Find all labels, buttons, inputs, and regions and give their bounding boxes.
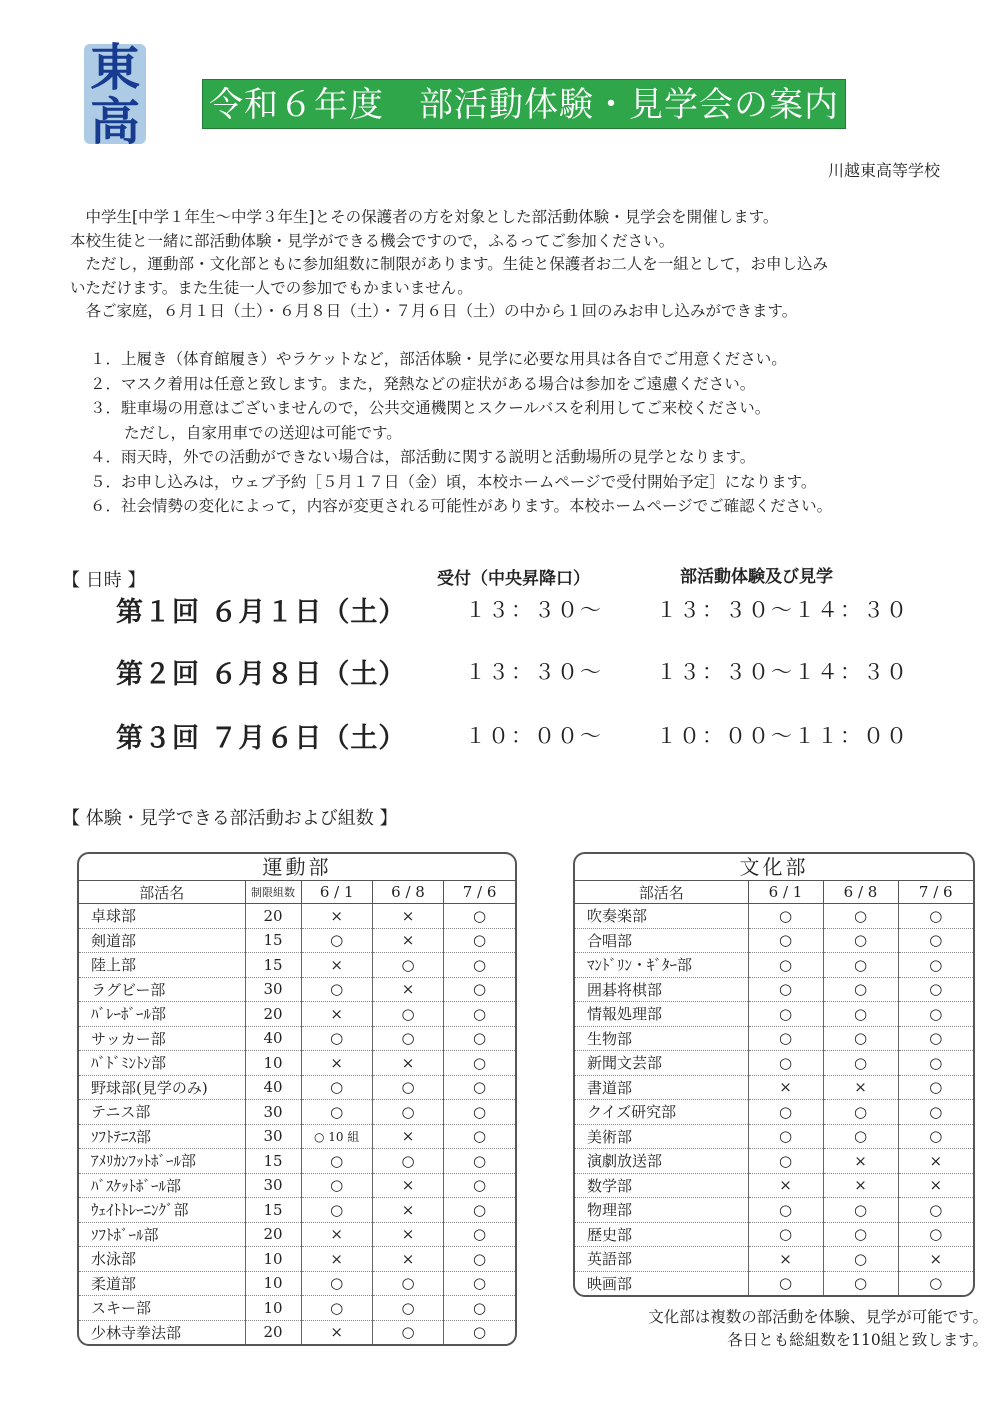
table-cell: ○ bbox=[444, 1149, 515, 1174]
table-cell: × bbox=[748, 1075, 823, 1100]
sports-clubs-table bbox=[77, 852, 517, 1346]
table-cell: 10 bbox=[245, 1247, 301, 1272]
club-name: ﾏﾝﾄﾞﾘﾝ・ｷﾞﾀｰ部 bbox=[575, 953, 748, 978]
table-cell: ○ bbox=[823, 1124, 898, 1149]
table-cell: × bbox=[748, 1247, 823, 1272]
table-cell: ○ bbox=[444, 1271, 515, 1296]
reception-time: １３：３０～ bbox=[465, 598, 603, 622]
table-row bbox=[575, 904, 973, 929]
table-cell: ○ bbox=[748, 904, 823, 929]
table-row bbox=[575, 977, 973, 1002]
note-item: １．上履き（体育館履き）やラケットなど，部活体験・見学に必要な用具は各自でご用意ください。 bbox=[90, 350, 787, 368]
logo-char-top: 東 bbox=[90, 39, 140, 97]
table-cell: × bbox=[301, 1222, 372, 1247]
table-cell: × bbox=[301, 904, 372, 929]
schedule-heading: 【 日時 】 bbox=[62, 570, 146, 591]
club-name: 陸上部 bbox=[79, 953, 245, 978]
table-row bbox=[79, 977, 515, 1002]
column-header: 部活名 bbox=[575, 881, 748, 904]
table-cell: 30 bbox=[245, 1173, 301, 1198]
club-name: 少林寺拳法部 bbox=[91, 1323, 182, 1342]
schedule-date: 第２回 ６月８日（土） bbox=[116, 659, 407, 690]
club-name: 吹奏楽部 bbox=[575, 904, 748, 929]
club-name: 囲碁将棋部 bbox=[575, 977, 748, 1002]
school-logo bbox=[76, 38, 154, 150]
club-name: 生物部 bbox=[575, 1026, 748, 1051]
intro-line: ただし，運動部・文化部ともに参加組数に制限があります。生徒と保護者お二人を一組として，お申し込み bbox=[70, 255, 828, 273]
table-cell: 10 bbox=[245, 1271, 301, 1296]
table-cell: ○ bbox=[748, 1271, 823, 1295]
table-cell: ○ bbox=[748, 1051, 823, 1076]
club-name: テニス部 bbox=[79, 1100, 245, 1125]
intro-line: いただけます。また生徒一人での参加でもかまいません。 bbox=[70, 278, 473, 297]
schedule-date: 第１回 ６月１日（土） bbox=[116, 597, 407, 628]
table-cell: ○ bbox=[444, 1198, 515, 1223]
table-cell: ○ bbox=[898, 1075, 973, 1100]
table-cell: ○ bbox=[301, 1296, 372, 1321]
table-cell: ○ bbox=[823, 1271, 898, 1295]
table-cell: 20 bbox=[245, 1320, 301, 1344]
table-row bbox=[79, 1296, 515, 1321]
club-name: ｱﾒﾘｶﾝﾌｯﾄﾎﾞｰﾙ部 bbox=[79, 1149, 245, 1174]
table-cell: × bbox=[301, 1002, 372, 1027]
school-name: 川越東高等学校 bbox=[827, 161, 940, 180]
table-cell: 30 bbox=[245, 1124, 301, 1149]
intro-line: 本校生徒と一緒に部活動体験・見学ができる機会ですので，ふるってご参加ください。 bbox=[70, 231, 675, 250]
table-row bbox=[575, 1271, 973, 1295]
club-name: 剣道部 bbox=[79, 928, 245, 953]
table-cell: ○ bbox=[823, 1247, 898, 1272]
table-cell: ○ bbox=[444, 1320, 515, 1344]
table-cell: ○ bbox=[372, 953, 443, 978]
table-row bbox=[575, 1173, 973, 1198]
table-cell: 15 bbox=[245, 953, 301, 978]
table-cell: ○ bbox=[372, 1296, 443, 1321]
table-cell: 10 bbox=[245, 1296, 301, 1321]
table-cell: ○ bbox=[372, 1002, 443, 1027]
club-name: 卓球部 bbox=[79, 904, 245, 929]
club-name: クイズ研究部 bbox=[575, 1100, 748, 1125]
table-cell: ○ bbox=[823, 1026, 898, 1051]
schedule-date: 第３回 ７月６日（土） bbox=[116, 723, 407, 754]
club-name: ﾊﾞﾄﾞﾐﾝﾄﾝ部 bbox=[79, 1051, 245, 1076]
table-cell: × bbox=[372, 1173, 443, 1198]
sports-table-title: 運動部 bbox=[79, 854, 515, 881]
table-cell: ○ bbox=[301, 1100, 372, 1125]
table-cell: ○ bbox=[444, 977, 515, 1002]
table-cell: ○ bbox=[748, 1222, 823, 1247]
table-row bbox=[575, 1124, 973, 1149]
table-cell: ○ bbox=[898, 1222, 973, 1247]
schedule-row bbox=[0, 590, 1000, 630]
table-cell: ○ bbox=[444, 1247, 515, 1272]
reception-time: １０：００～ bbox=[465, 724, 603, 748]
table-cell: ○ bbox=[823, 1100, 898, 1125]
table-cell: × bbox=[748, 1173, 823, 1198]
note-item: ３．駐車場の用意はございませんので，公共交通機関とスクールバスを利用してご来校ください。 bbox=[90, 399, 771, 417]
activity-time: １３：３０～１４：３０ bbox=[656, 660, 909, 684]
intro-line: 中学生[中学１年生～中学３年生]とその保護者の方を対象とした部活動体験・見学会を開催します。 bbox=[70, 208, 779, 226]
club-name: ｿﾌﾄﾃﾆｽ部 bbox=[79, 1124, 245, 1149]
table-row bbox=[79, 1026, 515, 1051]
table-cell: × bbox=[823, 1149, 898, 1174]
table-cell: × bbox=[372, 977, 443, 1002]
table-cell: × bbox=[301, 1320, 372, 1344]
table-cell: ○ bbox=[823, 1198, 898, 1223]
table-cell: ○ bbox=[823, 1051, 898, 1076]
schedule-row bbox=[0, 716, 1000, 756]
table-row bbox=[79, 1247, 515, 1272]
table-cell: 20 bbox=[245, 1002, 301, 1027]
table-cell: ○ bbox=[898, 1271, 973, 1295]
clubs-heading: 【 体験・見学できる部活動および組数 】 bbox=[62, 808, 398, 829]
table-cell: ○ bbox=[898, 1026, 973, 1051]
table-cell: × bbox=[372, 1198, 443, 1223]
column-header: 7 / 6 bbox=[444, 881, 515, 904]
table-cell: ○ bbox=[301, 1198, 372, 1223]
table-cell: 40 bbox=[245, 1075, 301, 1100]
table-cell: ○ bbox=[444, 1173, 515, 1198]
table-cell: ○ bbox=[301, 1149, 372, 1174]
column-header: 6 / 8 bbox=[372, 881, 443, 904]
table-row bbox=[575, 1198, 973, 1223]
table-cell: ○ bbox=[898, 904, 973, 929]
table-cell: ○ bbox=[301, 977, 372, 1002]
activity-time: １０：００～１１：００ bbox=[656, 724, 909, 748]
table-cell: ○ bbox=[748, 1124, 823, 1149]
table-cell: ○ bbox=[372, 1075, 443, 1100]
club-name: ﾊﾞﾚｰﾎﾞｰﾙ部 bbox=[79, 1002, 245, 1027]
table-cell: ○ bbox=[444, 1296, 515, 1321]
table-cell: ○ bbox=[372, 1149, 443, 1174]
club-name: 映画部 bbox=[587, 1274, 633, 1293]
club-name: 美術部 bbox=[575, 1124, 748, 1149]
intro-text bbox=[70, 206, 945, 324]
culture-table-grid bbox=[575, 881, 973, 1295]
table-cell: 20 bbox=[245, 1222, 301, 1247]
club-name: 英語部 bbox=[575, 1247, 748, 1272]
intro-line: 各ご家庭，６月１日（土）・６月８日（土）・７月６日（土）の中から１回のみお申し込みができます。 bbox=[70, 302, 798, 320]
table-cell: ○ bbox=[444, 1026, 515, 1051]
column-header: 制限組数 bbox=[245, 881, 301, 904]
table-cell: × bbox=[301, 953, 372, 978]
table-row bbox=[79, 1198, 515, 1223]
table-cell: ○ bbox=[444, 1124, 515, 1149]
club-name: 柔道部 bbox=[79, 1271, 245, 1296]
club-name: 演劇放送部 bbox=[575, 1149, 748, 1174]
club-name: ｿﾌﾄﾎﾞｰﾙ部 bbox=[79, 1222, 245, 1247]
table-row bbox=[79, 1124, 515, 1149]
table-cell: ○ bbox=[748, 953, 823, 978]
table-cell: × bbox=[372, 1124, 443, 1149]
column-header: 部活名 bbox=[79, 881, 245, 904]
table-cell: ○ bbox=[444, 928, 515, 953]
schedule-row bbox=[0, 652, 1000, 692]
table-cell: ○ bbox=[898, 928, 973, 953]
table-cell: 40 bbox=[245, 1026, 301, 1051]
table-cell: ○ bbox=[823, 953, 898, 978]
table-cell: × bbox=[301, 1051, 372, 1076]
activity-column-header: 部活動体験及び見学 bbox=[680, 567, 833, 587]
club-name: ﾊﾞｽｹｯﾄﾎﾞｰﾙ部 bbox=[79, 1173, 245, 1198]
table-cell: × bbox=[898, 1247, 973, 1272]
page-title: 令和６年度 部活動体験・見学会の案内 bbox=[202, 79, 846, 129]
table-cell: ○ bbox=[301, 1075, 372, 1100]
culture-clubs-table bbox=[573, 852, 975, 1297]
table-cell: × bbox=[301, 1247, 372, 1272]
table-cell: × bbox=[823, 1075, 898, 1100]
table-cell: × bbox=[898, 1149, 973, 1174]
club-name: 野球部(見学のみ) bbox=[79, 1075, 245, 1100]
table-cell: ○ bbox=[301, 928, 372, 953]
table-cell: ○ bbox=[301, 1173, 372, 1198]
table-row bbox=[79, 1222, 515, 1247]
club-name: 新聞文芸部 bbox=[575, 1051, 748, 1076]
table-cell: × bbox=[372, 1222, 443, 1247]
table-cell: ○ bbox=[823, 977, 898, 1002]
table-cell: ○ bbox=[372, 1100, 443, 1125]
club-name: 情報処理部 bbox=[575, 1002, 748, 1027]
note-item: ５．お申し込みは，ウェブ予約［５月１７日（金）頃，本校ホームページで受付開始予定］になります。 bbox=[90, 472, 817, 491]
note-item: ただし，自家用車での送迎は可能です。 bbox=[124, 423, 402, 442]
table-cell: ○ bbox=[301, 1271, 372, 1296]
table-cell: ○ bbox=[823, 928, 898, 953]
column-header: 6 / 1 bbox=[748, 881, 823, 904]
table-row bbox=[575, 1026, 973, 1051]
sports-table-grid bbox=[79, 881, 515, 1344]
table-row bbox=[575, 928, 973, 953]
footnote-line: 各日とも総組数を110組と致します。 bbox=[727, 1331, 988, 1349]
activity-time: １３：３０～１４：３０ bbox=[656, 598, 909, 622]
club-name: 水泳部 bbox=[79, 1247, 245, 1272]
table-cell: ○ bbox=[748, 928, 823, 953]
club-name: スキー部 bbox=[79, 1296, 245, 1321]
footnote-line: 文化部は複数の部活動を体験、見学が可能です。 bbox=[648, 1308, 988, 1326]
table-cell: ○ bbox=[898, 953, 973, 978]
table-row bbox=[79, 904, 515, 929]
club-name: 物理部 bbox=[575, 1198, 748, 1223]
table-row bbox=[575, 1149, 973, 1174]
table-cell: ○ bbox=[748, 1002, 823, 1027]
table-cell: ○ bbox=[823, 1222, 898, 1247]
table-row bbox=[79, 1051, 515, 1076]
table-cell: ○ 10 組 bbox=[301, 1124, 372, 1149]
note-item: ６．社会情勢の変化によって，内容が変更される可能性があります。本校ホームページでご確認ください。 bbox=[90, 497, 833, 515]
table-cell: 10 bbox=[245, 1051, 301, 1076]
table-row bbox=[79, 1002, 515, 1027]
table-cell: × bbox=[372, 1051, 443, 1076]
table-cell: ○ bbox=[748, 1198, 823, 1223]
note-item: ２．マスク着用は任意と致します。また，発熱などの症状がある場合は参加をご遠慮ください。 bbox=[90, 374, 756, 393]
table-row bbox=[575, 1051, 973, 1076]
table-cell: ○ bbox=[372, 1320, 443, 1344]
table-cell: ○ bbox=[823, 904, 898, 929]
table-row bbox=[575, 1100, 973, 1125]
club-name: 書道部 bbox=[575, 1075, 748, 1100]
table-row bbox=[575, 1075, 973, 1100]
table-cell: ○ bbox=[823, 1002, 898, 1027]
table-cell: × bbox=[372, 904, 443, 929]
table-cell: ○ bbox=[372, 1026, 443, 1051]
club-name: ラグビー部 bbox=[79, 977, 245, 1002]
table-cell: ○ bbox=[748, 1026, 823, 1051]
table-cell: 15 bbox=[245, 1149, 301, 1174]
table-cell: ○ bbox=[444, 904, 515, 929]
club-name: 歴史部 bbox=[575, 1222, 748, 1247]
table-cell: ○ bbox=[748, 1149, 823, 1174]
table-cell: 15 bbox=[245, 1198, 301, 1223]
table-row bbox=[575, 953, 973, 978]
table-row bbox=[575, 1222, 973, 1247]
table-cell: ○ bbox=[748, 977, 823, 1002]
table-cell: 30 bbox=[245, 1100, 301, 1125]
table-cell: × bbox=[372, 1247, 443, 1272]
table-cell: ○ bbox=[444, 953, 515, 978]
table-cell: ○ bbox=[748, 1100, 823, 1125]
club-name: 数学部 bbox=[575, 1173, 748, 1198]
table-cell: ○ bbox=[898, 1051, 973, 1076]
table-row bbox=[79, 928, 515, 953]
culture-footnote bbox=[568, 1306, 988, 1352]
table-cell: ○ bbox=[372, 1271, 443, 1296]
reception-column-header: 受付（中央昇降口） bbox=[437, 569, 590, 589]
reception-time: １３：３０～ bbox=[465, 660, 603, 684]
table-cell: ○ bbox=[898, 1002, 973, 1027]
table-cell: ○ bbox=[444, 1075, 515, 1100]
table-cell: ○ bbox=[444, 1051, 515, 1076]
table-cell: 30 bbox=[245, 977, 301, 1002]
culture-table-title: 文化部 bbox=[575, 854, 973, 881]
table-cell: × bbox=[823, 1173, 898, 1198]
table-row bbox=[79, 1173, 515, 1198]
table-row bbox=[79, 1075, 515, 1100]
table-cell: ○ bbox=[898, 977, 973, 1002]
table-cell: × bbox=[372, 928, 443, 953]
column-header: 6 / 8 bbox=[823, 881, 898, 904]
club-name: サッカー部 bbox=[79, 1026, 245, 1051]
column-header: 6 / 1 bbox=[301, 881, 372, 904]
table-cell: ○ bbox=[898, 1198, 973, 1223]
table-row bbox=[575, 1247, 973, 1272]
table-row bbox=[575, 1002, 973, 1027]
notes-list bbox=[90, 347, 950, 519]
table-row bbox=[79, 1100, 515, 1125]
table-row bbox=[79, 953, 515, 978]
table-cell: ○ bbox=[301, 1026, 372, 1051]
logo-char-bottom: 高 bbox=[90, 93, 140, 151]
table-row bbox=[79, 1320, 515, 1344]
note-item: ４．雨天時，外での活動ができない場合は，部活動に関する説明と活動場所の見学となります。 bbox=[90, 448, 756, 466]
table-row bbox=[79, 1149, 515, 1174]
column-header: 7 / 6 bbox=[898, 881, 973, 904]
table-cell: × bbox=[898, 1173, 973, 1198]
table-cell: 20 bbox=[245, 904, 301, 929]
table-row bbox=[79, 1271, 515, 1296]
table-cell: ○ bbox=[898, 1100, 973, 1125]
table-cell: ○ bbox=[444, 1002, 515, 1027]
table-cell: ○ bbox=[444, 1222, 515, 1247]
club-name: ｳｪｲﾄﾄﾚｰﾆﾝｸﾞ部 bbox=[79, 1198, 245, 1223]
club-name: 合唱部 bbox=[575, 928, 748, 953]
table-cell: ○ bbox=[444, 1100, 515, 1125]
table-cell: ○ bbox=[898, 1124, 973, 1149]
table-cell: 15 bbox=[245, 928, 301, 953]
